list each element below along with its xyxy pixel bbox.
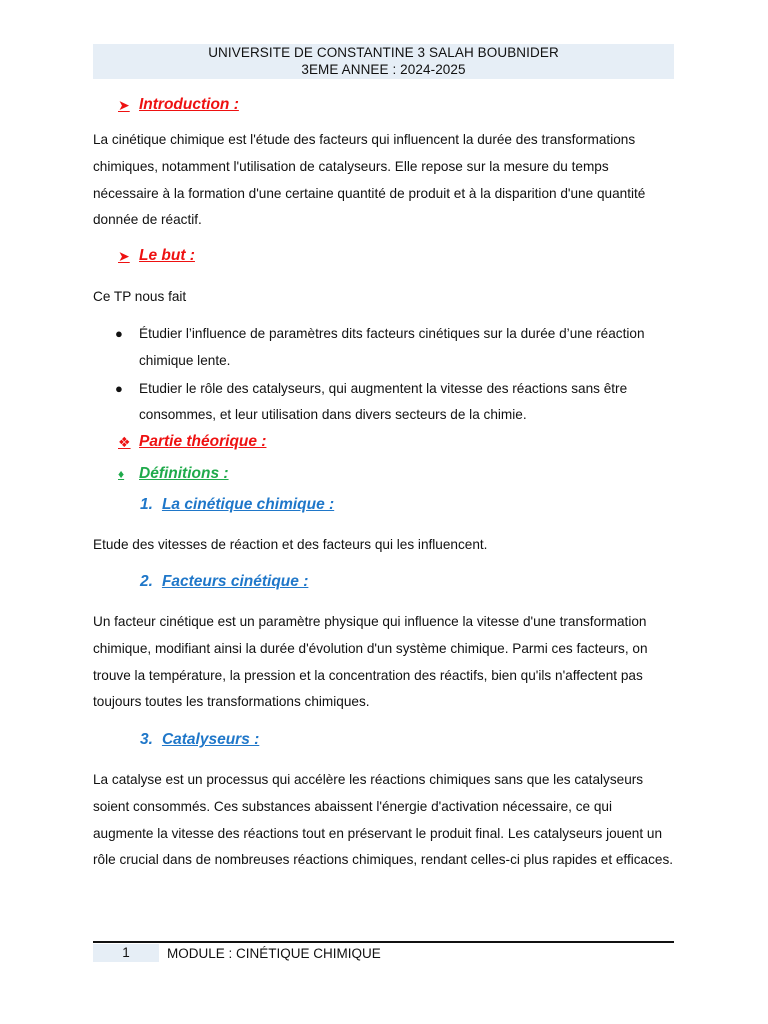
heading-definitions-text: Définitions : [139,465,229,482]
heading-le-but [118,247,195,265]
heading-introduction [118,96,239,114]
page-number: 1 [93,944,159,962]
list-item: ● Étudier l’influence de paramètres dits facteurs cinétiques sur la durée d’une réaction chimique lente. [93,321,674,375]
arrow-bullet-icon: ➤ [118,96,130,113]
header-year: 3EME ANNEE : 2024-2025 [301,62,466,77]
but-intro: Ce TP nous fait [93,289,187,304]
footer-rule [93,941,674,943]
heading-introduction-text: Introduction : [139,96,239,113]
heading-catalyseurs: 3. Catalyseurs : [140,731,260,748]
header-university: UNIVERSITE DE CONSTANTINE 3 SALAH BOUBNIDER [208,45,559,60]
heading-cinetique-chimique: 1. La cinétique chimique : [140,496,335,513]
catalyseurs-paragraph: La catalyse est un processus qui accélère les réactions chimiques sans que les catalyseurs soient consommés. Ces substances abaissent l'énergie d'activation nécessaire, ce qui augmente la vitesse des réactions tout en préservant le produit final. Les catalyseurs jouent un rôle crucial dans de nombreuses réactions chimiques, rendant celles-ci plus rapides et efficaces. [93,772,674,868]
heading-partie-theorique [118,433,266,451]
introduction-paragraph: La cinétique chimique est l'étude des facteurs qui influencent la durée des transformations chimiques, notamment l'utilisation de catalyseurs. Elle repose sur la mesure du temps nécessaire à la formation d'une certaine quantité de produit et à la disparition d'une quantité donnée de réactif. [93,132,646,228]
but-bullet-list [93,321,674,430]
diamond-icon: ♦ [118,467,125,481]
arrow-bullet-icon: ➤ [118,247,130,264]
page-footer [93,944,381,962]
footer-module: MODULE : CINÉTIQUE CHIMIQUE [167,945,381,961]
diamond-flower-icon: ❖ [118,433,131,450]
heading-le-but-text: Le but : [139,247,195,264]
bullet-dot-icon: ● [115,380,123,396]
heading-facteurs-cinetique: 2. Facteurs cinétique : [140,573,309,590]
heading-definitions [118,465,229,483]
facteurs-paragraph: Un facteur cinétique est un paramètre physique qui influence la vitesse d'une transformation chimique, modifiant ainsi la durée d'évolution d'un système chimique. Parmi ces facteurs, on trouve la température, la pression et la concentration des réactifs, bien qu'ils n'affectent pas toujours toutes les transformations chimiques. [93,614,648,710]
cinetique-paragraph: Etude des vitesses de réaction et des facteurs qui les influencent. [93,537,488,552]
bullet-dot-icon: ● [115,326,123,341]
heading-partie-theorique-text: Partie théorique : [139,433,267,450]
list-item: ● Etudier le rôle des catalyseurs, qui augmentent la vitesse des réactions sans être consommes, et leur utilisation dans divers secteurs de la chimie. [93,376,674,430]
page-header [93,44,674,79]
